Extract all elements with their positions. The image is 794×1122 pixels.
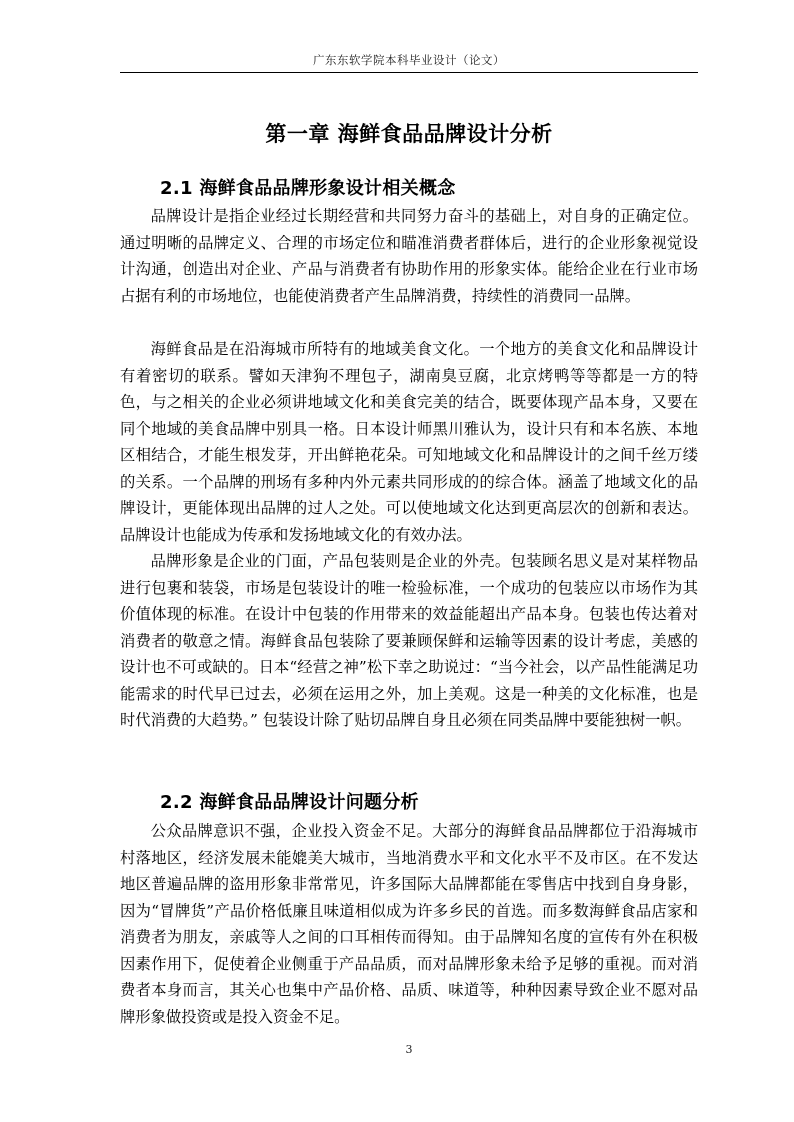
header-rule [120,72,698,73]
paragraph-brand-image-packaging: 品牌形象是企业的门面，产品包装则是企业的外壳。包装顾名思义是对某样物品进行包裹和装袋，市场是包装设计的唯一检验标准，一个成功的包装应以市场作为其价值体现的标准。在设计中包装的作用带来的效益能超出产品本身。包装也传达着对消费者的敬意之情。海鲜食品包装除了要兼顾保鲜和运输等因素的设计考虑，美感的设计也不可或缺的。日本“经营之神”松下幸之助说过：“当今社会，以产品性能满足功能需求的时代早已过去，必须在运用之外，加上美观。这是一种美的文化标准，也是时代消费的大趋势。” 包装设计除了贴切品牌自身且必须在同类品牌中要能独树一帜。 [120,552,698,729]
paragraph-brand-problem-analysis: 公众品牌意识不强，企业投入资金不足。大部分的海鲜食品品牌都位于沿海城市村落地区，经济发展未能媲美大城市，当地消费水平和文化水平不及市区。在不发达地区普遍品牌的盗用形象非常常见，许多国际大品牌都能在零售店中找到自身身影，因为“冒牌货”产品价格低廉且味道相似成为许多乡民的首选。而多数海鲜食品店家和消费者为朋友，亲戚等人之间的口耳相传而得知。由于品牌知名度的宣传有外在积极因素作用下，促使着企业侧重于产品品质，而对品牌形象未给予足够的重视。而对消费者本身而言，其关心也集中产品价格、品质、味道等，种种因素导致企业不愿对品牌形象做投资或是投入资金不足。 [120,822,698,1026]
section-heading-2-1: 2.1 海鲜食品品牌形象设计相关概念 [160,178,456,199]
paragraph-brand-design-definition: 品牌设计是指企业经过长期经营和共同努力奋斗的基础上，对自身的正确定位。通过明晰的品牌定义、合理的市场定位和瞄准消费者群体后，进行的企业形象视觉设计沟通，创造出对企业、产品与消费者有协助作用的形象实体。能给企业在行业市场占据有利的市场地位，也能使消费者产生品牌消费，持续性的消费同一品牌。 [120,207,698,305]
page-number: 3 [405,1043,413,1056]
section-heading-2-2: 2.2 海鲜食品品牌设计问题分析 [160,792,419,813]
running-header: 广东东软学院本科毕业设计（论文） [313,53,505,67]
chapter-title: 第一章 海鲜食品品牌设计分析 [265,122,553,146]
paragraph-seafood-regional-culture: 海鲜食品是在沿海城市所特有的地域美食文化。一个地方的美食文化和品牌设计有着密切的联系。譬如天津狗不理包子，湖南臭豆腐，北京烤鸭等等都是一方的特色，与之相关的企业必须讲地域文化和美食完美的结合，既要体现产品本身，又要在同个地域的美食品牌中别具一格。日本设计师黑川雅认为，设计只有和本名族、本地区相结合，才能生根发芽，开出鲜艳花朵。可知地域文化和品牌设计的之间千丝万缕的关系。一个品牌的刑场有多种内外元素共同形成的的综合体。涵盖了地域文化的品牌设计，更能体现出品牌的过人之处。可以使地域文化达到更高层次的创新和表达。品牌设计也能成为传承和发扬地域文化的有效办法。 [120,340,698,544]
